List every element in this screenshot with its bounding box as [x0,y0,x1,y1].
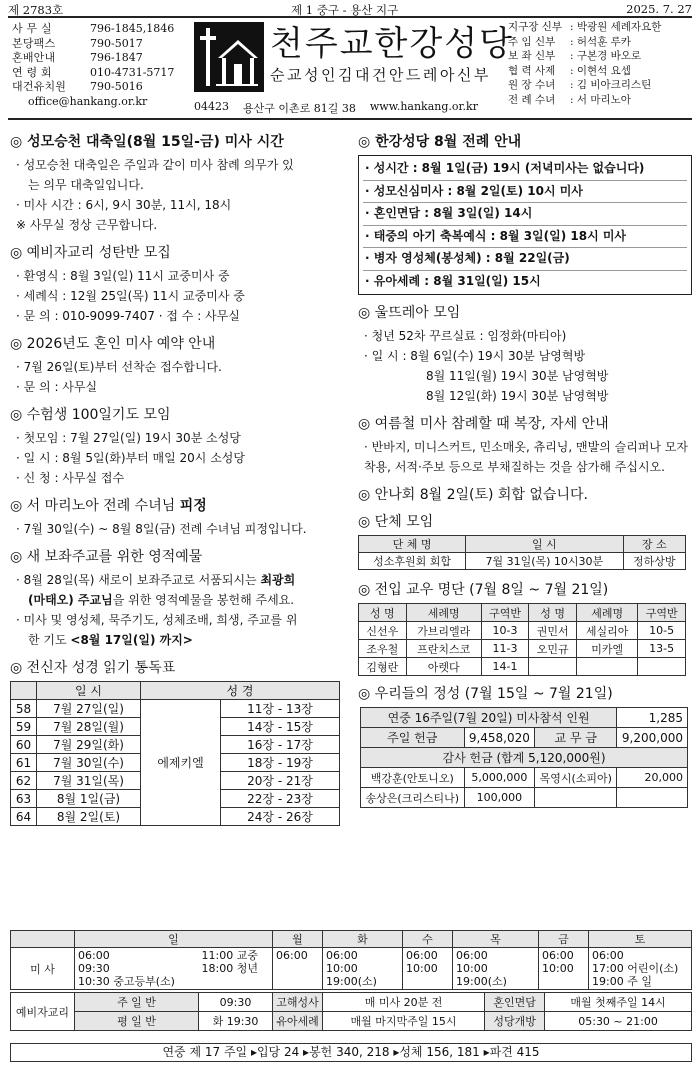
section-title: ◎ 한강성당 8월 전례 안내 [358,134,522,150]
issue-number: 제 2783호 [8,3,64,17]
hymn-footer: 연중 제 17 주일 ▸입당 24 ▸봉헌 340, 218 ▸성체 156, 181 ▸파견 415 [10,1043,692,1062]
section-title: ◎ 여름철 미사 참례할 때 복장, 자세 안내 [358,416,609,432]
bible-reading-section [10,657,350,826]
newcomers-section [358,579,692,676]
section-title: ◎ 성모승천 대축일(8월 15일-금) 미사 시간 [10,134,284,150]
section-title: ◎ 새 보좌주교를 위한 영적예물 [10,549,203,565]
catechumen-section: ◎ 예비자교리 성탄반 모집 · 환영식 : 8월 3일(일) 11시 교중미사 중 · 세례식 : 12월 25일(목) 11시 교중미사 중 · 문 의 : 010-9099-7407 · 접 수 : 사무실 [10,242,350,326]
catechism-info-table: 예비자교리 주 일 반 09:30 고해성사 매 미사 20분 전 혼인면담 매월 첫째주일 14시 평 일 반 화 19:30 유아세례 매월 마지막주일 15시 성당개방 05:30 ~ 21:00 [10,992,692,1031]
ultreya-section: ◎ 울뜨레아 모임 · 청년 52차 꾸르실료 : 임정화(마티아) · 일 시 : 8월 6일(수) 19시 30분 남영혁방 8월 11일(월) 19시 30분 남영혁방 8월 12일(화) 19시 30분 남영혁방 [358,302,692,406]
mass-schedule-table: 일 월 화 수 목 금 토 미 사 06:00 09:30 10:30 중고등부(소) 11:00 교중 18:00 청년 06:00 06:00 10:00 19:00(소) 06:00 10:00 06:00 10:00 19:00(소) 06:00 10:00 06:00 17:00 어린이(소) 19:00 주 일 [10,930,692,990]
bible-reading-table: 일 시 성 경 58 7월 27일(일) 에제키엘 11장 - 13장 59 7월 28일(월) 14장 - 15장 60 7월 29일(화) 16장 - 17장 61 7월 30일(수) 18장 - 19장 62 7월 31일(목) 20장 - 21장 63 8월 1일(금) 22장 - 23장 64 8월 2일(토) 24장 - 26장 [10,681,340,826]
church-address [194,100,506,116]
contact-list [12,22,202,109]
table-row: 송상은(크리스티나) 100,000 [361,788,688,808]
bishop-offering-section: ◎ 새 보좌주교를 위한 영적예물 · 8월 28일(목) 새로이 보좌주교로 서품되시는 최광희 (마태오) 주교님을 위한 영적예물을 봉헌해 주세요. · 미사 및 영성체, 묵주기도, 성체조배, 희생, 주교를 위 한 기도 <8월 17일(일) 까지> [10,546,350,650]
table-row: 63 8월 1일(금) 22장 - 23장 [11,790,340,808]
contact-row: 사 무 실 796-1845,1846 [12,22,175,35]
section-title: ◎ 안나회 8월 2일(토) 회합 없습니다. [358,487,588,503]
staff-row: 원 장 수녀 : 김 비아크리스틴 [508,79,652,92]
table-row: 신선우 가브리엘라 10-3 권민서 세실리아 10-5 [359,622,686,640]
church-logo-icon [194,22,264,92]
staff-list [508,20,692,108]
section-title: ◎ 전신자 성경 읽기 통독표 [10,660,176,676]
table-row: 61 7월 30일(수) 18장 - 19장 [11,754,340,772]
section-title: ◎ 단체 모임 [358,514,434,530]
staff-row: 협 력 사제 : 이현석 요셉 [508,64,631,77]
email-link[interactable]: office@hankang.or.kr [28,94,148,108]
contact-row: 대건유치원 790-5016 [12,80,143,93]
table-row: 64 8월 2일(토) 24장 - 26장 [11,808,340,826]
church-title: 천주교한강성당 [270,24,514,64]
staff-row: 주 임 신부 : 허석훈 루카 [508,35,631,48]
masthead [8,20,692,120]
contact-row: 연 령 회 010-4731-5717 [12,65,175,79]
church-subtitle: 순교성인김대건안드레아신부 [270,66,491,84]
section-title: ◎ 서 마리노아 전례 수녀님 피정 [10,498,207,514]
catechism-label: 예비자교리 [11,993,75,1031]
issue-date: 2025. 7. 27 [626,2,692,16]
section-title: ◎ 예비자교리 성탄반 모집 [10,245,171,261]
offering-table: 연중 16주일(7월 20일) 미사참석 인원 1,285 주일 헌금 9,458,020 교 무 금 9,200,000 감사 헌금 (합계 5,120,000원) 백강훈(안토니오) 5,000,000 목영시(소피아) 20,000 송상은(크리스티나) 100,000 [360,707,688,808]
sister-retreat-section: ◎ 서 마리노아 전례 수녀님 피정 · 7월 30일(수) ~ 8월 8일(금) 전례 수녀님 피정입니다. [10,495,350,539]
table-row: 62 7월 31일(목) 20장 - 21장 [11,772,340,790]
liturgy-box: · 성시간 : 8월 1일(금) 19시 (저녁미사는 없습니다) · 성모신심미사 : 8월 2일(토) 10시 미사 · 혼인면담 : 8월 3일(일) 14시 · 태중의 아기 축복예식 : 8월 3일(일) 18시 미사 · 병자 영성체(봉성체) : 8월 22일(금) · 유아세례 : 8월 31일(일) 15시 [358,155,692,295]
newcomers-table: 성 명 세례명 구역반 성 명 세례명 구역반 신선우 가브리엘라 10-3 권민서 세실리아 10-5 조우철 프란치스코 11-3 오민규 미카엘 13-5 김형란 아렛다 14-1 [358,603,686,676]
table-row: 김형란 아렛다 14-1 [359,658,686,676]
table-row: 조우철 프란치스코 11-3 오민규 미카엘 13-5 [359,640,686,658]
bible-book: 에제키엘 [141,700,221,826]
staff-row: 지구장 신부 : 박광원 세례자요한 [508,21,662,33]
section-title: ◎ 2026년도 혼인 미사 예약 안내 [10,336,216,352]
staff-row: 전 례 수녀 : 서 마리노아 [508,93,631,106]
table-row: 성소후원회 회합 7월 31일(목) 10시30분 정하상방 [359,553,686,570]
table-row: 60 7월 29일(화) 16장 - 17장 [11,736,340,754]
section-title: ◎ 수험생 100일기도 모임 [10,407,171,423]
left-column [10,124,350,826]
attire-section: ◎ 여름철 미사 참례할 때 복장, 자세 안내 · 반바지, 미니스커트, 민소매옷, 츄리닝, 맨발의 슬리퍼나 모자 착용, 서적·주보 등으로 부채질하는 것을 삼가해 주십시오. [358,413,692,477]
contact-row: 본당팩스 790-5017 [12,36,143,50]
offering-section [358,683,692,808]
table-row: 59 7월 28일(월) 14장 - 15장 [11,718,340,736]
postcode: 04423 [194,100,229,113]
table-row: 58 7월 27일(일) 에제키엘 11장 - 13장 [11,700,340,718]
exam-prayer-section: ◎ 수험생 100일기도 모임 · 첫모임 : 7월 27일(일) 19시 30분 소성당 · 일 시 : 8월 5일(화)부터 매일 20시 소성당 · 신 청 : 사무실 접수 [10,404,350,488]
region-label: 제 1 중구 - 용산 지구 [291,3,399,17]
mass-schedule [10,930,692,1031]
contact-row: 혼배안내 796-1847 [12,51,143,64]
section-title: ◎ 전입 교우 명단 (7월 8일 ~ 7월 21일) [358,582,609,598]
staff-row: 보 좌 신부 : 구본경 바오로 [508,50,642,63]
mass-label: 미 사 [11,948,75,990]
assumption-section: ◎ 성모승천 대축일(8월 15일-금) 미사 시간 · 성모승천 대축일은 주일과 같이 미사 참례 의무가 있 는 의무 대축일입니다. · 미사 시간 : 6시, 9시 30분, 11시, 18시 ※ 사무실 정상 근무합니다. [10,131,350,235]
right-column [358,124,692,808]
groups-section [358,511,692,570]
website-link[interactable]: www.hankang.or.kr [369,100,478,113]
section-title: ◎ 우리들의 정성 (7월 15일 ~ 7월 21일) [358,686,613,702]
anna-section [358,484,692,504]
section-title: ◎ 울뜨레아 모임 [358,305,461,321]
wedding-section: ◎ 2026년도 혼인 미사 예약 안내 · 7월 26일(토)부터 선착순 접수합니다. · 문 의 : 사무실 [10,333,350,397]
street-address: 용산구 이촌로 81길 38 [243,102,356,115]
table-row: 백강훈(안토니오) 5,000,000 목영시(소피아) 20,000 [361,768,688,788]
groups-table: 단 체 명 일 시 장 소 성소후원회 회합 7월 31일(목) 10시30분 정하상방 [358,535,686,570]
liturgy-section [358,131,692,295]
